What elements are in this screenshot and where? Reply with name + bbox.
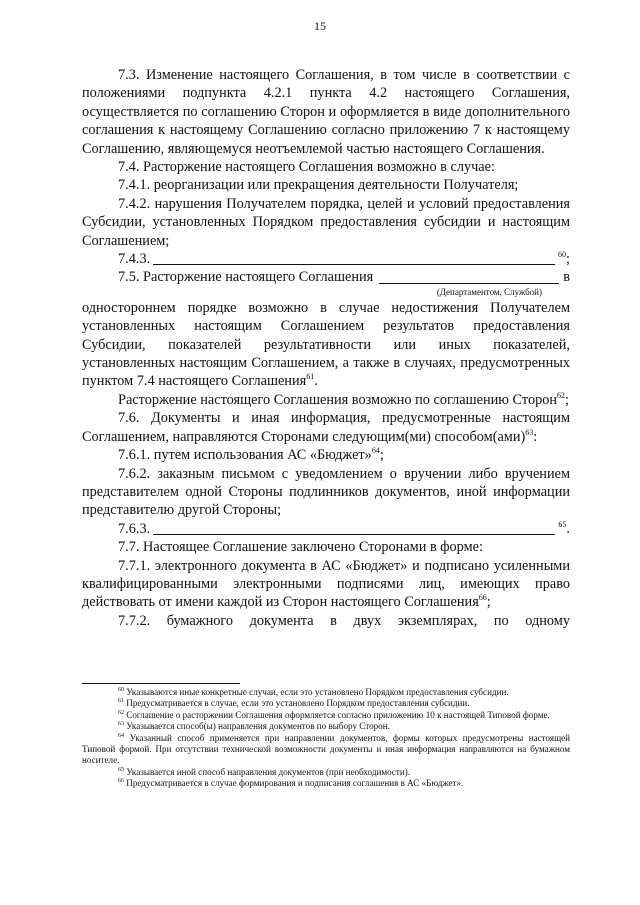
paragraph-7-5-b-text: Расторжение настоящего Соглашения возможно по соглашению Сторон bbox=[118, 391, 558, 408]
footnote-ref-62: 62 bbox=[557, 390, 566, 400]
footnote-62 bbox=[82, 710, 570, 721]
paragraph-7-6-2: 7.6.2. заказным письмом с уведомлением о вручении либо вручением представителем одной Стороны подлинников документов, иной информации представителю другой Стороны; bbox=[82, 465, 570, 519]
footnote-64 bbox=[82, 733, 570, 767]
paragraph-7-5 bbox=[82, 299, 570, 391]
footnote-ref-66: 66 bbox=[478, 593, 487, 603]
paragraph-7-4-1: 7.4.1. реорганизации или прекращения деятельности Получателя; bbox=[118, 177, 519, 194]
paragraph-7-6-3 bbox=[82, 520, 570, 538]
footnote-number: 65 bbox=[118, 766, 124, 773]
paragraph-7-5-text: одностороннем порядке возможно в случае недостижения Получателем установленных настоящим Соглашением результатов предоставления Субсидии, показателей результативности или иных показателей, установленных настоящим Соглашением, а также в случаях, предусмотренных пунктом 7.4 настоящего Соглашения bbox=[82, 299, 570, 390]
footnote-61 bbox=[82, 698, 570, 709]
footnote-65 bbox=[82, 767, 570, 778]
footnote-text: Предусматривается в случае, если это установлено Порядком предоставления субсидии. bbox=[126, 698, 470, 709]
paragraph-7-4-3-label: 7.4.3. bbox=[118, 251, 151, 268]
paragraph-7-5-b bbox=[82, 391, 570, 409]
footnote-number: 62 bbox=[118, 709, 124, 716]
footnote-60 bbox=[82, 687, 570, 698]
paragraph-7-5-label: 7.5. Расторжение настоящего Соглашения bbox=[118, 269, 374, 286]
footnote-ref-61: 61 bbox=[306, 372, 315, 382]
department-caption: (Департаментом, Службой) bbox=[436, 287, 542, 298]
punctuation: ; bbox=[486, 594, 491, 611]
blank-line bbox=[379, 271, 559, 284]
blank-line bbox=[153, 522, 555, 535]
paragraph-7-7-1 bbox=[82, 557, 570, 612]
document-body bbox=[82, 66, 570, 630]
footnote-text: Указывается иной способ направления документов (при необходимости). bbox=[126, 766, 411, 777]
paragraph-7-5-head bbox=[82, 268, 570, 298]
footnote-text: Предусматривается в случае формирования и подписания соглашения в АС «Бюджет». bbox=[126, 778, 464, 789]
paragraph-7-6 bbox=[82, 409, 570, 446]
paragraph-7-6-1 bbox=[82, 446, 570, 464]
footnote-text: Указанный способ применяется при направлении документов, формы которых предусмотрены настоящей Типовой формой. При отсутствии технической возможности документы и иная информация направляются на бумажном носителе. bbox=[82, 732, 570, 766]
paragraph-7-4: 7.4. Расторжение настоящего Соглашения возможно в случае: bbox=[118, 159, 495, 176]
paragraph-7-6-3-label: 7.6.3. bbox=[118, 520, 151, 537]
footnote-number: 64 bbox=[118, 732, 124, 739]
footnote-63 bbox=[82, 721, 570, 732]
footnote-ref-64: 64 bbox=[371, 446, 380, 456]
footnote-ref-63: 63 bbox=[525, 427, 534, 437]
footnote-text: Соглашение о расторжении Соглашения оформляется согласно приложению 10 к настоящей Типовой форме. bbox=[126, 709, 550, 720]
punctuation: ; bbox=[565, 391, 570, 408]
footnote-text: Указывается способ(ы) направления документов по выбору Сторон. bbox=[126, 721, 390, 732]
punctuation: . bbox=[566, 520, 570, 537]
footnote-number: 61 bbox=[118, 698, 124, 705]
footnote-ref-60: 60 bbox=[558, 250, 567, 260]
punctuation: : bbox=[533, 428, 538, 445]
paragraph-7-7-1-text: 7.7.1. электронного документа в АС «Бюджет» и подписано усиленными квалифицированными электронными подписями лиц, имеющих право действовать от имени каждой из Сторон настоящего Соглашения bbox=[82, 557, 570, 611]
paragraph-7-7: 7.7. Настоящее Соглашение заключено Сторонами в форме: bbox=[118, 539, 483, 556]
paragraph-7-4-2: 7.4.2. нарушения Получателем порядка, целей и условий предоставления Субсидии, установленных Порядком предоставления субсидии и настоящим Соглашением; bbox=[82, 195, 570, 249]
footnote-divider bbox=[82, 683, 240, 684]
punctuation: ; bbox=[566, 251, 570, 268]
footnotes bbox=[82, 683, 570, 790]
punctuation: ; bbox=[379, 447, 384, 464]
punctuation: . bbox=[314, 373, 318, 390]
blank-line bbox=[153, 252, 555, 265]
paragraph-7-4-3 bbox=[82, 250, 570, 268]
footnote-66 bbox=[82, 778, 570, 789]
page-number: 15 bbox=[314, 19, 326, 33]
paragraph-7-7-2: 7.7.2. бумажного документа в двух экземплярах, по одному bbox=[118, 612, 570, 629]
footnote-number: 63 bbox=[118, 721, 124, 728]
footnote-ref-65: 65 bbox=[558, 519, 567, 529]
paragraph-7-6-1-text: 7.6.1. путем использования АС «Бюджет» bbox=[118, 447, 372, 464]
footnote-text: Указываются иные конкретные случаи, если это установлено Порядком предоставления субсидии. bbox=[126, 687, 509, 697]
footnote-number: 60 bbox=[118, 687, 124, 693]
paragraph-7-6-text: 7.6. Документы и иная информация, предусмотренные настоящим Соглашением, направляются Сторонами следующим(ми) способом(ами) bbox=[82, 410, 570, 445]
paragraph-7-5-end: в bbox=[563, 269, 570, 286]
paragraph-7-3: 7.3. Изменение настоящего Соглашения, в том числе в соответствии с положениями подпункта 4.2.1 пункта 4.2 настоящего Соглашения, осуществляется по соглашению Сторон и оформляется в виде дополнительного соглашения к настоящему Соглашению согласно приложению 7 к настоящему Соглашению, являющемуся неотъемлемой частью настоящего Соглашения. bbox=[82, 67, 570, 157]
footnote-number: 66 bbox=[118, 778, 124, 785]
